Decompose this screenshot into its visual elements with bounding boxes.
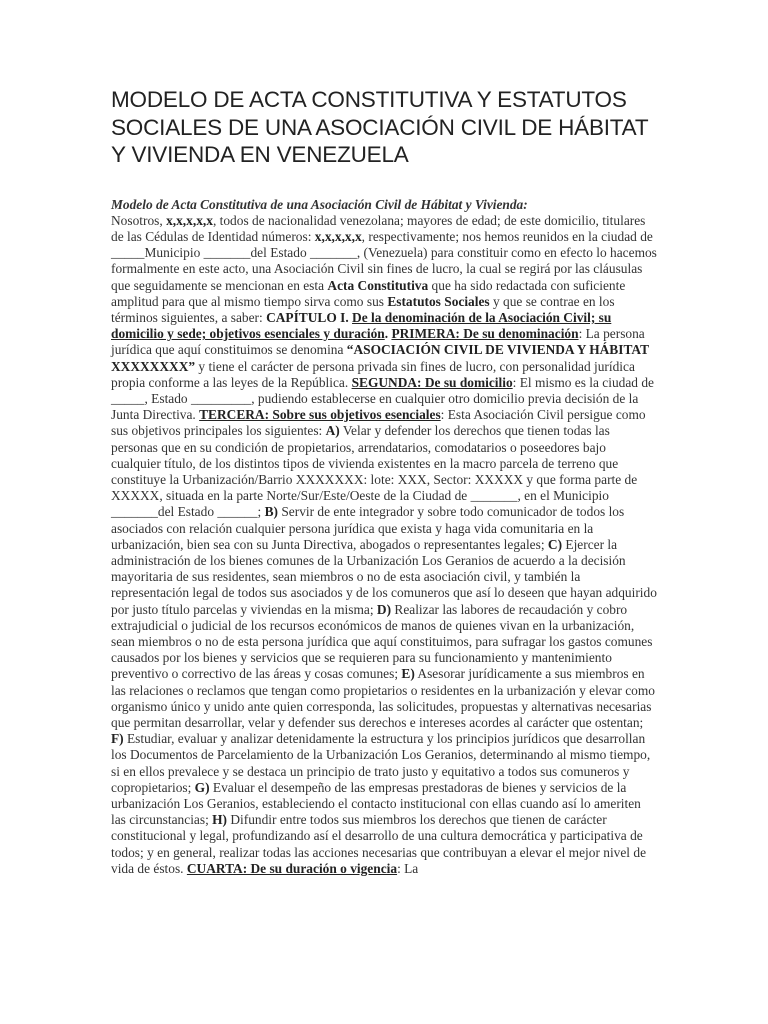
body-text: : La persona jurídica que aquí constituimos se denomina [111, 326, 645, 358]
body-text: , todos de nacionalidad venezolana; mayores de edad; de este domicilio, titulares de las Cédulas de Identidad números: [111, 212, 646, 244]
body-text: : El mismo es la ciudad de _____, Estado _________, pudiendo establecerse en cualquier otro domicilio previa decisión de la Junta Directiva. [111, 374, 654, 423]
body-text: y que se contrae en los términos siguientes, a saber: [111, 293, 615, 325]
body-text: : La [397, 860, 419, 876]
body-text: Realizar las labores de recaudación y cobro extrajudicial o judicial de los recursos económicos de manos de quienes vivan en la urbanización, sean miembros o no de esta persona jurídica que aquí constituimos, para sufragar los gastos comunes causados por los bienes y servicios que se requieren para su funcionamiento y mantenimiento preventivo o correctivo de las áreas y cosas comunes; [111, 601, 653, 682]
clause-tercera: TERCERA: Sobre sus objetivos esenciales [199, 407, 441, 423]
body-text: Nosotros, [111, 212, 167, 228]
document-title: MODELO DE ACTA CONSTITUTIVA Y ESTATUTOS SOCIALES DE UNA ASOCIACIÓN CIVIL DE HÁBITAT Y VIVIENDA EN VENEZUELA [111, 87, 648, 167]
chapter-title: De la denominación de la Asociación Civil; su domicilio y sede; objetivos esenciales y duración [111, 309, 612, 342]
item-marker: A) [325, 423, 340, 439]
item-marker: E) [401, 666, 415, 682]
ids-placeholder: x,x,x,x,x [314, 228, 362, 244]
clause-primera: PRIMERA: De su denominación [391, 326, 579, 342]
document-subtitle: Modelo de Acta Constitutiva de una Asociación Civil de Hábitat y Vivienda: [111, 196, 528, 212]
association-name: “ASOCIACIÓN CIVIL DE VIVIENDA Y HÁBITAT XXXXXXXX” [111, 342, 649, 374]
body-text: : Esta Asociación Civil persigue como sus objetivos principales los siguientes: [111, 407, 646, 439]
punctuation: . [384, 326, 392, 342]
names-placeholder: x,x,x,x,x [166, 212, 213, 228]
item-marker: H) [212, 812, 228, 828]
item-marker: G) [194, 779, 210, 795]
body-text: Servir de ente integrador y sobre todo comunicador de todos los asociados con relación cualquier persona jurídica que exista y haga vida comunitaria en la urbanización, bien sea con su Junta Directiva, abogados o representantes legales; [111, 504, 625, 552]
body-text: y tiene el carácter de persona privada sin fines de lucro, con personalidad jurídica propia conforme a las leyes de la República. [111, 358, 635, 390]
body-text: que ha sido redactada con suficiente amplitud para que al mismo tiempo sirva como sus [111, 277, 626, 309]
body-text: Velar y defender los derechos que tienen todas las personas que en su condición de propietarios, arrendatarios, comodatarios o poseedores bajo cualquier título, de los distintos tipos de vivienda existentes en la macro parcela de terreno que constituye la Urbanización/Barrio XXXXXXX: lote: XXX, Sector: XXXXX y que forma parte de XXXXX, situada en la parte Norte/Sur/Este/Oeste de la Ciudad de _______, en el Municipio _______del Estado ______; [111, 423, 638, 520]
body-text: Evaluar el desempeño de las empresas prestadoras de bienes y servicios de la urbanización Los Geranios, estableciendo el contacto institucional con ellas cuando así lo ameriten las circunstancias; [111, 779, 641, 828]
document-page [111, 86, 659, 877]
clause-segunda: SEGUNDA: De su domicilio [351, 374, 513, 390]
body-text: , respectivamente; nos hemos reunidos en la ciudad de _____Municipio _______del Estado _______, (Venezuela) para constituir como en efecto lo hacemos formalmente en este acto, una Asociación Civil sin fines de lucro, la cual se regirá por las cláusulas que seguidamente se mencionan en esta [111, 228, 657, 293]
body-text: Difundir entre todos sus miembros los derechos que tienen de carácter constitucional y legal, profundizando así el desarrollo de una cultura democrática y participativa de todos; y en general, realizar todas las acciones necesarias que contribuyan a elevar el mejor nivel de vida de éstos. [111, 812, 647, 876]
acta-term: Acta Constitutiva [327, 277, 429, 293]
item-marker: F) [111, 731, 124, 747]
chapter-heading: CAPÍTULO I. [266, 309, 349, 325]
item-marker: D) [376, 601, 392, 617]
body-text: Ejercer la administración de los bienes comunes de la Urbanización Los Geranios de acuerdo a la decisión mayoritaria de sus residentes, sean miembros o no de esta asociación civil, y también la representación legal de todos sus asociados y de los comuneros que así lo deseen que hayan adquirido por justo título parcelas y viviendas en la misma; [111, 536, 657, 617]
body-text: Asesorar jurídicamente a sus miembros en las relaciones o reclamos que tengan como propietarios o residentes en la urbanización y elevar como organismo único y unido ante quien corresponda, las solicitudes, propuestas y alternativas necesarias que permitan desarrollar, velar y defender sus derechos e intereses acordes al carácter que ostentan; [111, 666, 655, 730]
body-text: Estudiar, evaluar y analizar detenidamente la estructura y los principios jurídicos que desarrollan los Documentos de Parcelamiento de la Urbanización Los Geranios, determinando al mismo tiempo, si en ellos prevalece y se destaca un principio de trato justo y equitativo a todos sus comuneros y copropietarios; [111, 731, 651, 795]
item-marker: C) [547, 536, 563, 552]
item-marker: B) [264, 504, 278, 520]
estatutos-term: Estatutos Sociales [387, 293, 490, 309]
clause-cuarta: CUARTA: De su duración o vigencia [186, 860, 398, 876]
document-body [111, 197, 659, 878]
